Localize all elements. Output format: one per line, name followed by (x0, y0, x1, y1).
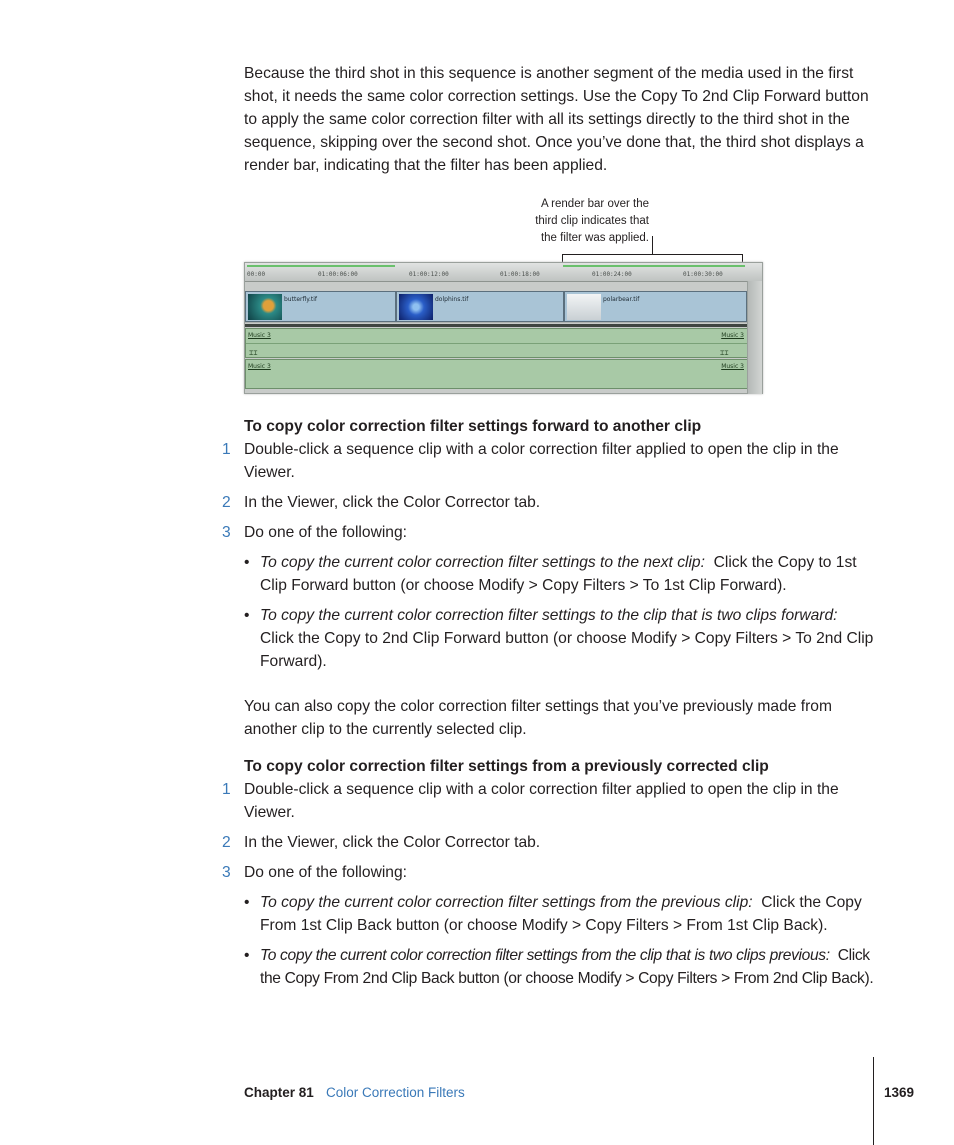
bullet-body: Click the Copy From 1st Clip Back button (or choose Modify > Copy Filters > From 1st Clip Back). (260, 894, 862, 934)
footer-divider (873, 1057, 874, 1145)
audio-waveform (246, 343, 748, 344)
track-divider (245, 324, 749, 327)
section-heading: To copy color correction filter settings forward to another clip (244, 418, 702, 435)
clip-butterfly[interactable] (245, 291, 396, 322)
link-marker-icon: ⌶⌶ (720, 349, 729, 357)
ruler-tick: 01:00:18:00 (500, 271, 540, 278)
step-number: 1 (222, 781, 231, 798)
clip-thumbnail (567, 294, 601, 320)
step-number: 2 (222, 834, 231, 851)
clip-dolphins[interactable] (396, 291, 564, 322)
body-paragraph: You can also copy the color correction filter settings that you’ve previously made from another clip to the currently selected clip. (244, 698, 832, 738)
timeline-figure (244, 262, 763, 394)
footer-chapter-title: Color Correction Filters (326, 1085, 465, 1100)
step-text: Double-click a sequence clip with a color correction filter applied to open the clip in the Viewer. (244, 781, 839, 821)
bullet-text (260, 604, 876, 673)
intro-paragraph: Because the third shot in this sequence is another segment of the media used in the first shot, it needs the same color correction settings. Use the Copy To 2nd Clip Forward button to apply the same color correction filter with all its settings directly to the third shot in the sequence, skipping over the second shot. Once you’ve done that, the third shot displays a render bar, indicating that the filter has been applied. (244, 65, 869, 174)
bullet-body: Click the Copy From 2nd Clip Back button (or choose Modify > Copy Filters > From 2nd Clip Back). (260, 947, 874, 987)
timeline-ruler (245, 263, 762, 282)
clip-name: butterfly.tif (284, 296, 317, 303)
callout-line: A render bar over the (540, 198, 649, 210)
bullet-text (260, 551, 876, 597)
ruler-tick: 01:00:12:00 (409, 271, 449, 278)
step-text: Double-click a sequence clip with a color correction filter applied to open the clip in the Viewer. (244, 441, 839, 481)
ruler-tick: 01:00:06:00 (318, 271, 358, 278)
timeline-scrollbar[interactable] (747, 281, 762, 394)
callout-bracket-left (562, 254, 563, 262)
callout-line: third clip indicates that (535, 215, 649, 227)
bullet-text (260, 944, 876, 990)
clip-name: polarbear.tif (603, 296, 640, 303)
callout-leader (652, 236, 653, 255)
audio-track (245, 328, 749, 358)
ruler-tick: 01:00:24:00 (592, 271, 632, 278)
step-text: In the Viewer, click the Color Corrector tab. (244, 834, 541, 851)
render-bar (247, 265, 395, 267)
bullet-lead: To copy the current color correction filter settings to the clip that is two clips forward: (260, 607, 838, 624)
ruler-tick: 01:00:30:00 (683, 271, 723, 278)
bullet-lead: To copy the current color correction filter settings from the clip that is two clips previous: (260, 947, 830, 964)
callout-bracket-right (742, 254, 743, 262)
bullet-dot: • (244, 607, 250, 624)
link-marker-icon: ⌶⌶ (249, 349, 258, 357)
audio-track (245, 359, 749, 389)
audio-clip-label: Music 3 (248, 363, 271, 370)
step-number: 1 (222, 441, 231, 458)
ruler-tick: 00:00 (247, 271, 266, 278)
page-number: 1369 (884, 1085, 915, 1100)
section-heading: To copy color correction filter settings from a previously corrected clip (244, 758, 769, 775)
bullet-text (260, 891, 876, 937)
video-track (245, 291, 749, 323)
step-text: Do one of the following: (244, 524, 407, 541)
step-number: 3 (222, 864, 231, 881)
footer-chapter: Chapter 81 (244, 1085, 314, 1100)
step-number: 3 (222, 524, 231, 541)
audio-clip-label: Music 3 (248, 332, 271, 339)
callout-line: the filter was applied. (540, 232, 649, 244)
callout-bracket (562, 254, 743, 255)
bullet-dot: • (244, 947, 250, 964)
step-number: 2 (222, 494, 231, 511)
clip-name: dolphins.tif (435, 296, 469, 303)
clip-thumbnail (248, 294, 282, 320)
figure-callout (500, 196, 649, 247)
render-bar (563, 265, 745, 267)
clip-thumbnail (399, 294, 433, 320)
bullet-lead: To copy the current color correction filter settings to the next clip: (260, 554, 705, 571)
bullet-body: Click the Copy to 2nd Clip Forward button (or choose Modify > Copy Filters > To 2nd Clip Forward). (260, 630, 874, 670)
bullet-lead: To copy the current color correction filter settings from the previous clip: (260, 894, 753, 911)
step-text: In the Viewer, click the Color Corrector tab. (244, 494, 541, 511)
bullet-dot: • (244, 554, 250, 571)
bullet-dot: • (244, 894, 250, 911)
audio-clip-label: Music 3 (721, 332, 744, 339)
bullet-body: Click the Copy to 1st Clip Forward button (or choose Modify > Copy Filters > To 1st Clip Forward). (260, 554, 857, 594)
clip-polarbear[interactable] (564, 291, 747, 322)
step-text: Do one of the following: (244, 864, 407, 881)
audio-clip-label: Music 3 (721, 363, 744, 370)
